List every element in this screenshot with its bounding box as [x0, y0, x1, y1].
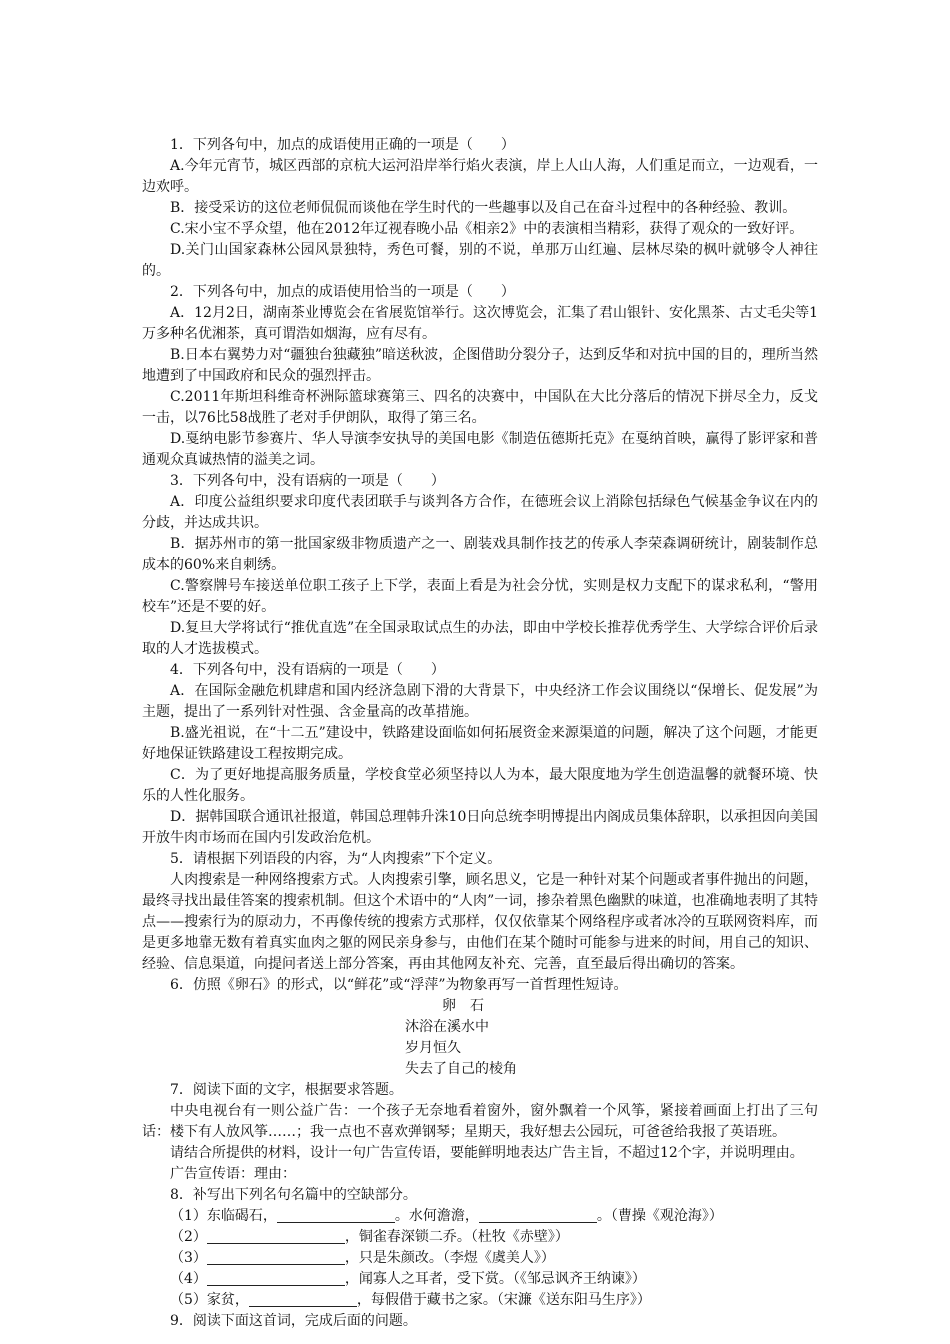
fill-blank[interactable] [207, 1271, 345, 1286]
fill-item-2 [142, 1227, 818, 1248]
question-4-option-c: C．为了更好地提高服务质量，学校食堂必须坚持以人为本，最大限度地为学生创造温馨的就餐环境、快乐的人性化服务。 [142, 767, 818, 804]
question-2-option-b: B.日本右翼势力对“疆独台独藏独”暗送秋波，企图借助分裂分子，达到反华和对抗中国的目的，理所当然地遭到了中国政府和民众的强烈抨击。 [142, 347, 818, 384]
fill-text: （1）东临碣石， [170, 1208, 277, 1224]
question-9-stem: 9．阅读下面这首词，完成后面的问题。 [170, 1313, 417, 1329]
question-2-option-c: C.2011年斯坦科维奇杯洲际篮球赛第三、四名的决赛中，中国队在大比分落后的情况下拼尽全力，反戈一击，以76比58战胜了老对手伊朗队，取得了第三名。 [142, 389, 818, 426]
fill-item-4 [142, 1269, 818, 1290]
question-5-passage: 人肉搜索是一种网络搜索方式。人肉搜索引擎，顾名思义，它是一种针对某个问题或者事件抛出的问题，最终寻找出最佳答案的搜索机制。但这个术语中的“人肉”一词，掺杂着黑色幽默的味道，也准确地表明了其特点——搜索行为的原动力，不再像传统的搜索方式那样，仅仅依靠某个网络程序或者冰冷的互联网资料库，而是更多地靠无数有着真实血肉之躯的网民亲身参与，由他们在某个随时可能参与进来的时间，用自己的知识、经验、信息渠道，向提问者送上部分答案，再由其他网友补充、完善，直至最后得出确切的答案。 [142, 872, 818, 972]
fill-text: （3） [170, 1250, 207, 1266]
question-4-option-b: B.盛光祖说，在“十二五”建设中，铁路建设面临如何拓展资金来源渠道的问题，解决了这个问题，才能更好地保证铁路建设工程按期完成。 [142, 725, 818, 762]
fill-blank[interactable] [277, 1208, 395, 1223]
question-3-option-c: C.警察牌号车接送单位职工孩子上下学，表面上看是为社会分忧，实则是权力支配下的谋求私利，“警用校车”还是不要的好。 [142, 578, 818, 615]
question-2-option-a: A．12月2日，湖南茶业博览会在省展览馆举行。这次博览会，汇集了君山银针、安化黑茶、古丈毛尖等1万多种名优湘茶，真可谓浩如烟海，应有尽有。 [142, 305, 818, 342]
fill-text: 。（曹操《观沧海》） [596, 1208, 723, 1224]
question-7-stem: 7．阅读下面的文字，根据要求答题。 [170, 1082, 403, 1098]
question-4-stem: 4．下列各句中，没有语病的一项是（ ） [170, 662, 445, 678]
fill-blank[interactable] [207, 1229, 345, 1244]
fill-item-5 [142, 1290, 818, 1311]
question-1-stem: 1．下列各句中，加点的成语使用正确的一项是（ ） [170, 137, 515, 153]
poem-title: 卵 石 [442, 998, 484, 1014]
poem-line: 岁月恒久 [405, 1040, 461, 1056]
question-1-option-b: B．接受采访的这位老师侃侃而谈他在学生时代的一些趣事以及自己在奋斗过程中的各种经验、教训。 [170, 200, 797, 216]
fill-text: 。水何澹澹， [394, 1208, 479, 1224]
fill-text: ，铜雀春深锁二乔。（杜牧《赤壁》） [344, 1229, 569, 1245]
fill-item-1 [142, 1206, 818, 1227]
fill-text: （4） [170, 1271, 207, 1287]
question-3-option-b: B．据苏州市的第一批国家级非物质遗产之一、剧装戏具制作技艺的传承人李荣森调研统计，剧装制作总成本的60%来自刺绣。 [142, 536, 818, 573]
fill-text: ，闻寡人之耳者，受下赏。（《邹忌讽齐王纳谏》） [344, 1271, 646, 1287]
question-1-option-d: D.关门山国家森林公园风景独特，秀色可餐，别的不说，单那万山红遍、层林尽染的枫叶就够令人神往的。 [142, 242, 818, 279]
question-7-answer-line: 广告宣传语：理由： [170, 1166, 296, 1182]
fill-item-3 [142, 1248, 818, 1269]
question-7-material: 中央电视台有一则公益广告：一个孩子无奈地看着窗外，窗外飘着一个风筝，紧接着画面上打出了三句话：楼下有人放风筝……；我一点也不喜欢弹钢琴；星期天，我好想去公园玩，可爸爸给我报了英语班。 [142, 1103, 818, 1140]
question-6-stem: 6．仿照《卵石》的形式，以“鲜花”或“浮萍”为物象再写一首哲理性短诗。 [170, 977, 628, 993]
question-2-stem: 2．下列各句中，加点的成语使用恰当的一项是（ ） [170, 284, 515, 300]
question-4-option-d: D．据韩国联合通讯社报道，韩国总理韩升洙10日向总统李明博提出内阁成员集体辞职，以承担因向美国开放牛肉市场而在国内引发政治危机。 [142, 809, 818, 846]
question-1-option-a: A.今年元宵节，城区西部的京杭大运河沿岸举行焰火表演，岸上人山人海，人们重足而立，一边观看，一边欢呼。 [142, 158, 818, 195]
fill-blank[interactable] [249, 1292, 357, 1307]
fill-text: （2） [170, 1229, 207, 1245]
fill-text: ，每假借于藏书之家。（宋濂《送东阳马生序》） [356, 1292, 651, 1308]
question-5-stem: 5．请根据下列语段的内容，为“人肉搜索”下个定义。 [170, 851, 502, 867]
fill-blank[interactable] [207, 1250, 345, 1265]
question-4-option-a: A．在国际金融危机肆虐和国内经济急剧下滑的大背景下，中央经济工作会议围绕以“保增长、促发展”为主题，提出了一系列针对性强、含金量高的改革措施。 [142, 683, 818, 720]
poem-line: 沐浴在溪水中 [405, 1019, 489, 1035]
question-8-stem: 8．补写出下列名句名篇中的空缺部分。 [170, 1187, 417, 1203]
poem-line: 失去了自己的棱角 [405, 1061, 517, 1077]
question-2-option-d: D.戛纳电影节参赛片、华人导演李安执导的美国电影《制造伍德斯托克》在戛纳首映，赢得了影评家和普通观众真诚热情的溢美之词。 [142, 431, 818, 468]
question-1-option-c: C.宋小宝不孚众望，他在2012年辽视春晚小品《相亲2》中的表演相当精彩，获得了观众的一致好评。 [170, 221, 804, 237]
question-7-requirement: 请结合所提供的材料，设计一句广告宣传语，要能鲜明地表达广告主旨，不超过12个字，并说明理由。 [170, 1145, 804, 1161]
question-3-stem: 3．下列各句中，没有语病的一项是（ ） [170, 473, 445, 489]
fill-blank[interactable] [479, 1208, 597, 1223]
fill-text: （5）家贫， [170, 1292, 249, 1308]
question-3-option-a: A．印度公益组织要求印度代表团联手与谈判各方合作，在德班会议上消除包括绿色气候基金争议在内的分歧，并达成共识。 [142, 494, 818, 531]
question-3-option-d: D.复旦大学将试行“推优直选”在全国录取试点生的办法，即由中学校长推荐优秀学生、大学综合评价后录取的人才选拔模式。 [142, 620, 818, 657]
exam-content [142, 135, 818, 1332]
fill-text: ，只是朱颜改。（李煜《虞美人》） [344, 1250, 555, 1266]
